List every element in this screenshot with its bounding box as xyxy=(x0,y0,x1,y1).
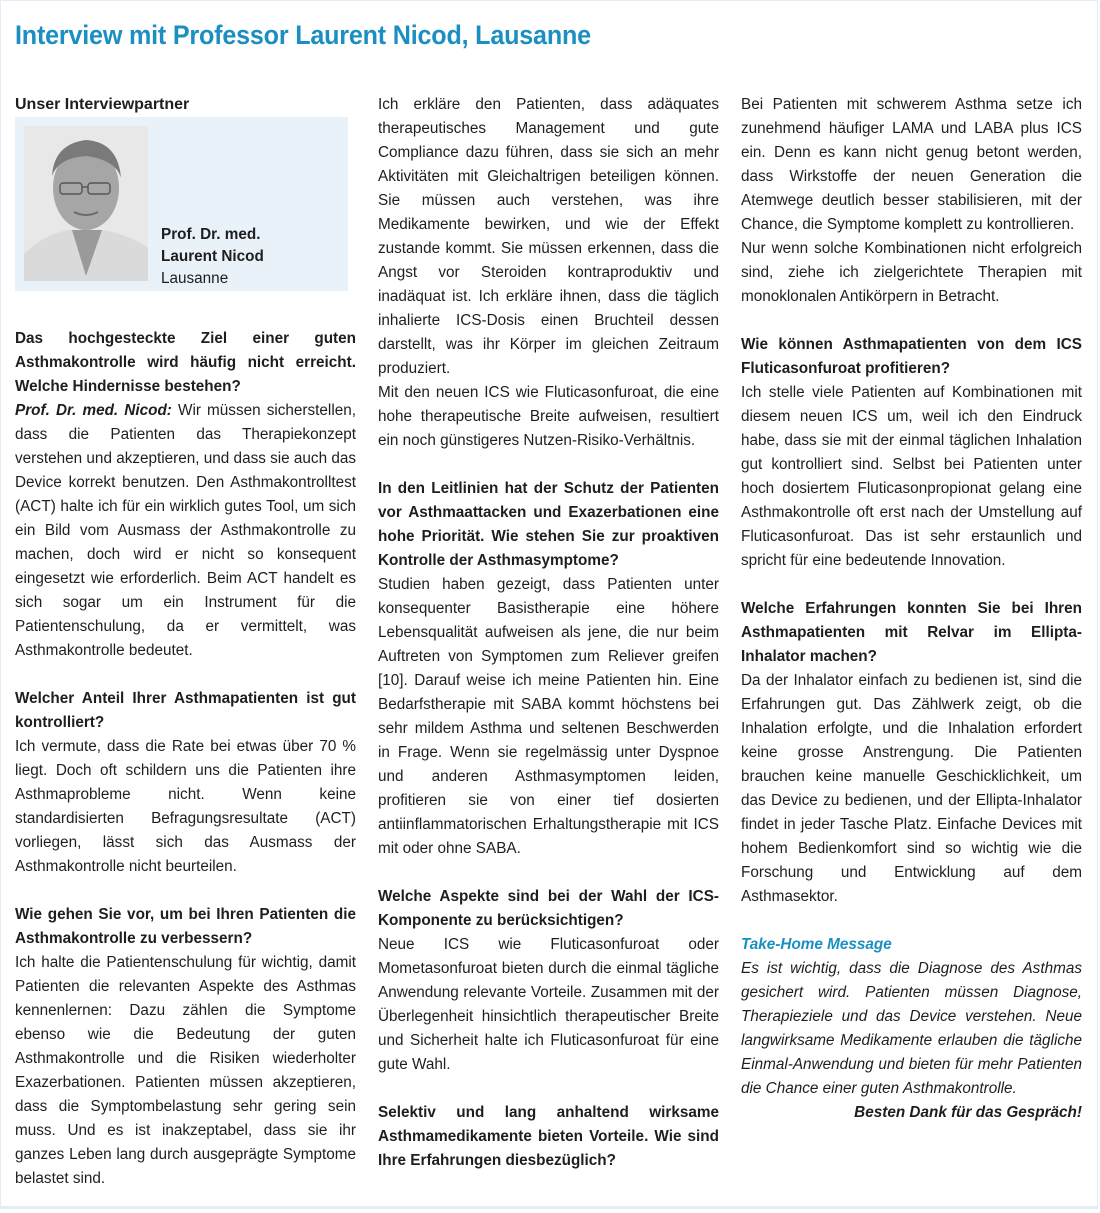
answer-1 xyxy=(15,399,356,663)
answer-4: Studien haben gezeigt, dass Patienten unter konsequenter Basistherapie eine höhere Lebensqualität aufweisen als jene, die nur beim Auftreten von Symptomen zum Reliever greifen [10]. Darauf weise ich meine Patienten hin. Eine Bedarfstherapie mit SABA kommt höchstens bei sehr mildem Asthma und seltenen Beschwerden in Frage. Wenn sie regelmässig unter Dyspnoe und anderen Asthmasymptomen leiden, profitieren sie von einer tief dosierten antiinflammatorischen Erhaltungstherapie mit ICS mit oder ohne SABA. xyxy=(378,576,719,857)
take-home-text: Es ist wichtig, dass die Diagnose des Asthmas gesichert wird. Patienten müssen Diagnose, Therapieziele und das Device verstehen. Neue langwirksame Medikamente erlauben die tägliche Einmal-Anwendung und bieten für mehr Patienten die Chance einer guten Asthmakontrolle. xyxy=(741,960,1082,1097)
question-4: In den Leitlinien hat der Schutz der Patienten vor Asthmaattacken und Exazerbationen eine hohe Priorität. Wie stehen Sie zur proaktiven Kontrolle der Asthmasymptome? xyxy=(378,480,719,569)
question-2: Welcher Anteil Ihrer Asthmapatienten ist gut kontrolliert? xyxy=(15,690,356,731)
answer-3-continued-2: Mit den neuen ICS wie Fluticasonfuroat, die eine hohe therapeutische Breite aufweisen, resultiert ein noch günstigeres Nutzen-Risiko-Verhältnis. xyxy=(378,384,719,449)
answer-7: Ich stelle viele Patienten auf Kombinationen mit diesem neuen ICS um, weil ich den Eindruck habe, dass sie mit der einmal täglichen Inhalation gut kontrolliert sind. Selbst bei Patienten unter hoch dosiertem Fluticasonpropionat gelang eine Asthmakontrolle oft erst nach der Umstellung auf Fluticasonfuroat. Das ist sehr erstaunlich und spricht für eine bedeutende Innovation. xyxy=(741,384,1082,569)
partner-info xyxy=(161,224,264,290)
take-home-heading: Take-Home Message xyxy=(741,936,892,953)
speaker-label: Prof. Dr. med. Nicod: xyxy=(15,402,172,419)
column-2 xyxy=(378,93,719,1173)
portrait-photo-icon xyxy=(24,126,148,281)
question-3: Wie gehen Sie vor, um bei Ihren Patienten die Asthmakontrolle zu verbessern? xyxy=(15,906,356,947)
column-1 xyxy=(15,93,356,1191)
article-title: Interview mit Professor Laurent Nicod, Lausanne xyxy=(15,20,591,50)
closing-thanks: Besten Dank für das Gespräch! xyxy=(854,1104,1082,1121)
question-8: Welche Erfahrungen konnten Sie bei Ihren Asthmapatienten mit Relvar im Ellipta-Inhalator machen? xyxy=(741,600,1082,665)
partner-box xyxy=(15,117,348,291)
question-6: Selektiv und lang anhaltend wirksame Asthmamedikamente bieten Vorteile. Wie sind Ihre Erfahrungen diesbezüglich? xyxy=(378,1104,719,1169)
answer-3-continued: Ich erkläre den Patienten, dass adäquates therapeutisches Management und gute Compliance dazu führen, dass sie sich an mehr Aktivitäten mit Gleichaltrigen beteiligen können. Sie müssen auch verstehen, was ihre Medikamente bewirken, und wie der Effekt zustande kommt. Sie müssen erkennen, dass die Angst vor Steroiden kontraproduktiv und inadäquat ist. Ich erkläre ihnen, dass die täglich inhalierte ICS-Dosis einen Bruchteil dessen darstellt, was ihr Körper im gleichen Zeitraum produziert. xyxy=(378,96,719,377)
partner-title: Prof. Dr. med. xyxy=(161,226,261,243)
question-1: Das hochgesteckte Ziel einer guten Asthmakontrolle wird häufig nicht erreicht. Welche Hindernisse bestehen? xyxy=(15,330,356,395)
answer-2: Ich vermute, dass die Rate bei etwas über 70 % liegt. Doch oft schildern uns die Patienten ihre Asthmaprobleme nicht. Wenn keine standardisierten Befragungsresultate (ACT) vorliegen, lässt sich das Ausmass der Asthmakontrolle nicht beurteilen. xyxy=(15,738,356,875)
question-5: Welche Aspekte sind bei der Wahl der ICS-Komponente zu berücksichtigen? xyxy=(378,888,719,929)
column-3 xyxy=(741,93,1082,1125)
partner-city: Lausanne xyxy=(161,270,229,287)
answer-6: Bei Patienten mit schwerem Asthma setze ich zunehmend häufiger LAMA und LABA plus ICS ein. Denn es kann nicht genug betont werden, dass Wirkstoffe der neuen Generation die Atemwege deutlich besser stabilisieren, mit der Chance, die Symptome komplett zu kontrollieren. xyxy=(741,96,1082,233)
answer-8: Da der Inhalator einfach zu bedienen ist, sind die Erfahrungen gut. Das Zählwerk zeigt, ob die Inhalation erfolgte, und die Inhalation erfordert keine grosse Anstrengung. Die Patienten brauchen keine manuelle Geschicklichkeit, um das Device zu bedienen, und der Ellipta-Inhalator findet in jeder Tasche Platz. Einfache Devices mit hohem Bedienkomfort sind so wichtig wie die Forschung und Entwicklung auf dem Asthmasektor. xyxy=(741,672,1082,905)
partner-name: Laurent Nicod xyxy=(161,248,264,265)
answer-5: Neue ICS wie Fluticasonfuroat oder Mometasonfuroat bieten durch die einmal tägliche Anwendung relevante Vorteile. Zusammen mit der Überlegenheit hinsichtlich therapeutischer Breite und Sicherheit halte ich Fluticasonfuroat für eine gute Wahl. xyxy=(378,936,719,1073)
partner-heading: Unser Interviewpartner xyxy=(15,96,190,113)
answer-1-text: Wir müssen sicherstellen, dass die Patienten das Therapiekonzept verstehen und akzeptieren, und dass sie auch das Device korrekt benutzen. Den Asthmakontrolltest (ACT) halte ich für ein wirklich gutes Tool, um sich ein Bild vom Ausmass der Asthmakontrolle zu machen, doch wird er nicht so konsequent eingesetzt wie erforderlich. Beim ACT handelt es sich sogar um ein Instrument für die Patientenschulung, da er vermittelt, was Asthmakontrolle bedeutet. xyxy=(15,402,357,659)
answer-6-part-2: Nur wenn solche Kombinationen nicht erfolgreich sind, ziehe ich zielgerichtete Therapien mit monoklonalen Antikörpern in Betracht. xyxy=(741,240,1082,305)
answer-3: Ich halte die Patientenschulung für wichtig, damit Patienten die relevanten Aspekte des Asthmas kennenlernen: Dazu zählen die Symptome ebenso wie die Bedeutung der guten Asthmakontrolle und die Risiken wiederholter Exazerbationen. Patienten müssen akzeptieren, dass die Symptombelastung sehr gering sein muss. Und es ist inakzeptabel, dass sie ihr ganzes Leben lang durch ausgeprägte Symptome belastet sind. xyxy=(15,954,356,1187)
question-7: Wie können Asthmapatienten von dem ICS Fluticasonfuroat profitieren? xyxy=(741,336,1082,377)
